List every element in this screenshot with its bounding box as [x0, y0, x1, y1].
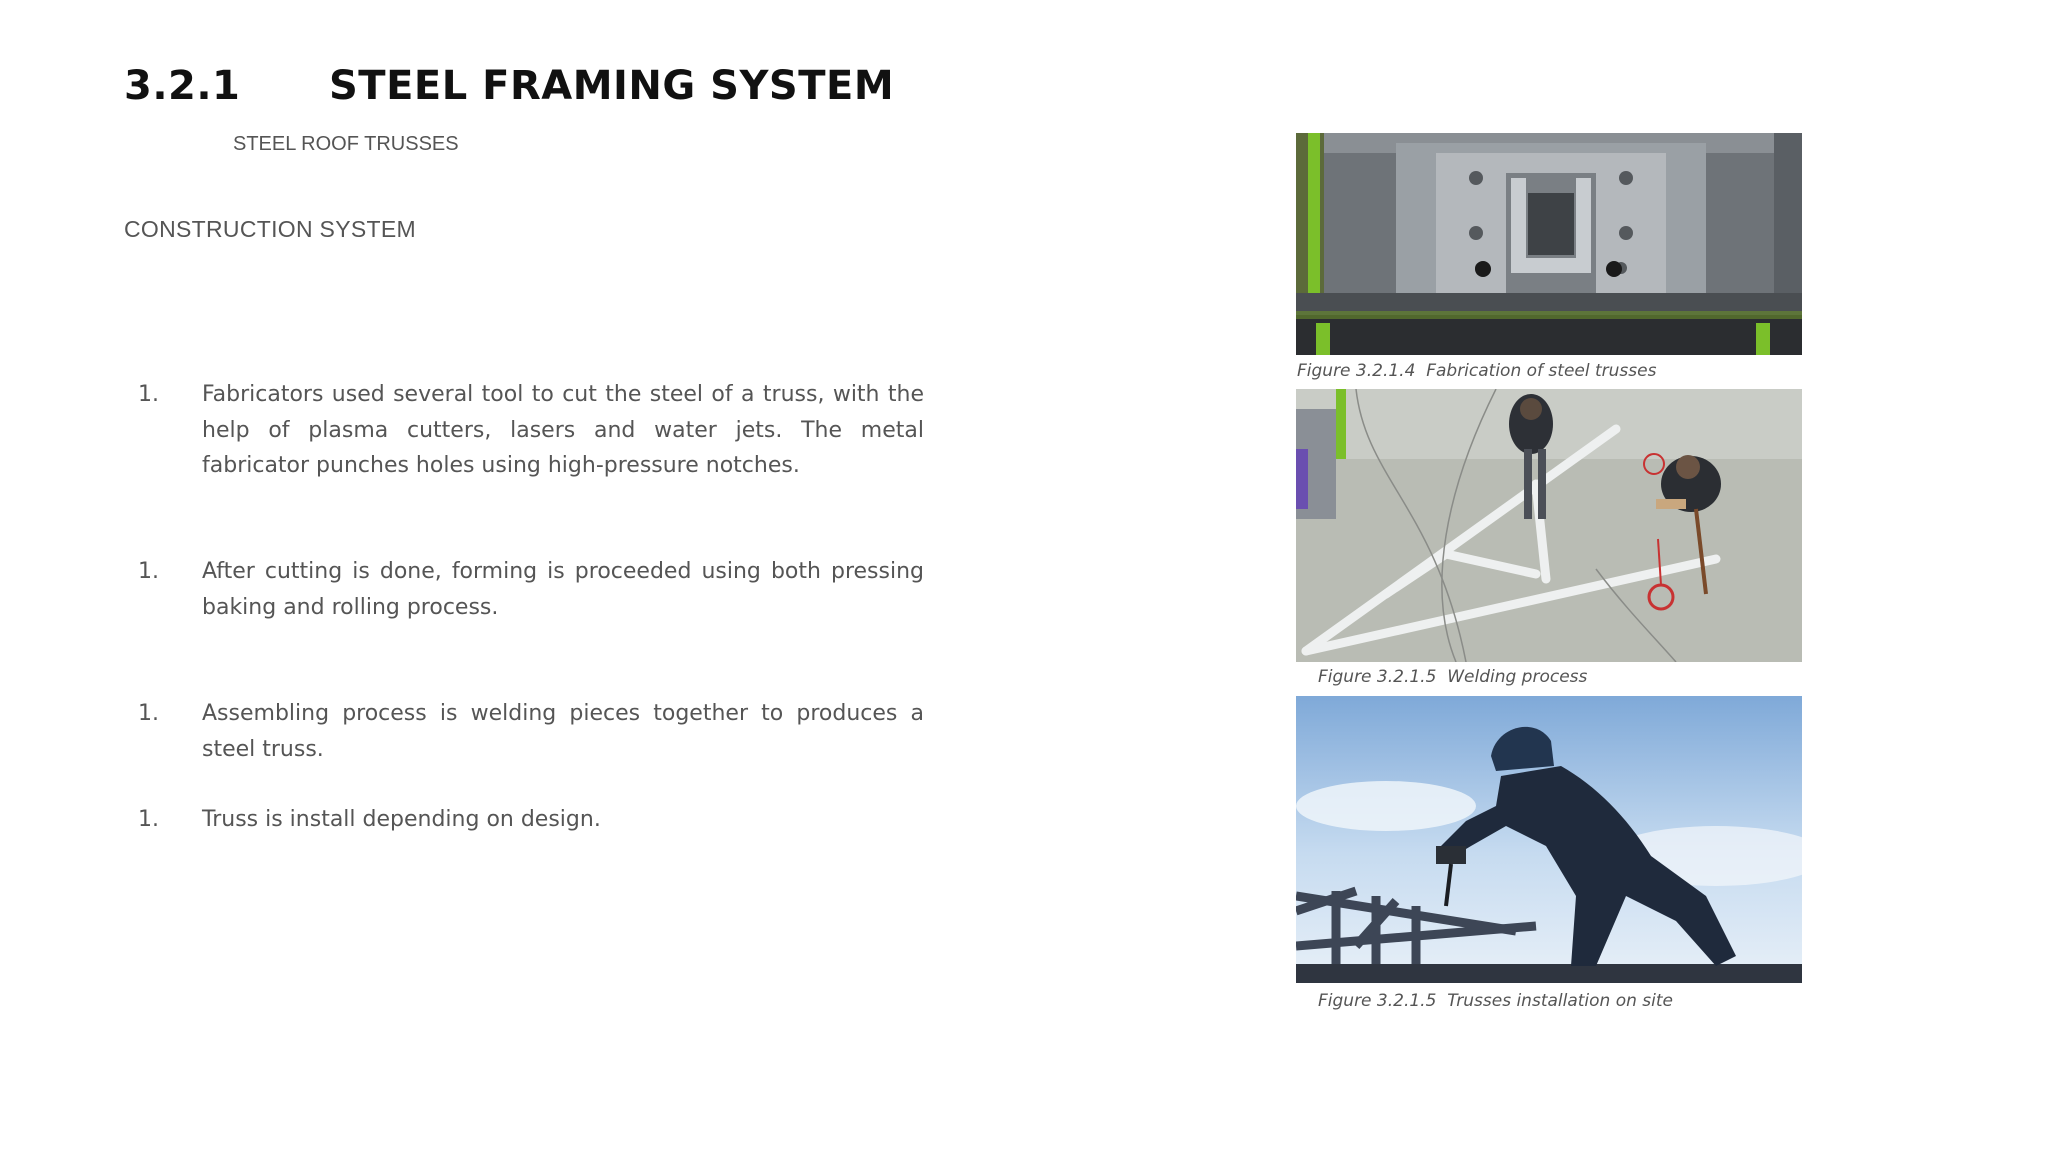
- figure-installation-photo: [1296, 696, 1802, 983]
- list-item-text: Truss is install depending on design.: [202, 807, 601, 832]
- list-item-number: 1.: [138, 559, 159, 584]
- construction-system-label: CONSTRUCTION SYSTEM: [124, 216, 416, 242]
- figure-caption: Figure 3.2.1.5 Welding process: [1318, 667, 1588, 687]
- figure-fabrication-photo: [1296, 133, 1802, 355]
- list-item-number: 1.: [138, 382, 159, 407]
- list-item-number: 1.: [138, 807, 159, 832]
- section-title: STEEL FRAMING SYSTEM: [329, 63, 895, 109]
- installation-photo-image: [1296, 696, 1802, 983]
- section-number: 3.2.1: [124, 63, 241, 109]
- list-item-text: After cutting is done, forming is proceeded using both pressing baking and rolling process.: [202, 559, 924, 620]
- list-item-text: Assembling process is welding pieces together to produces a steel truss.: [202, 701, 924, 762]
- figure-caption: Figure 3.2.1.4 Fabrication of steel trusses: [1297, 361, 1657, 381]
- list-item-text: Fabricators used several tool to cut the steel of a truss, with the help of plasma cutters, lasers and water jets. The metal fabricator punches holes using high-pressure notches.: [202, 382, 924, 478]
- list-item-number: 1.: [138, 701, 159, 726]
- section-subtitle: STEEL ROOF TRUSSES: [233, 133, 459, 155]
- figure-welding-photo: [1296, 389, 1802, 662]
- fabrication-photo-image: [1296, 133, 1802, 355]
- welding-photo-image: [1296, 389, 1802, 662]
- figure-caption: Figure 3.2.1.5 Trusses installation on site: [1318, 991, 1674, 1011]
